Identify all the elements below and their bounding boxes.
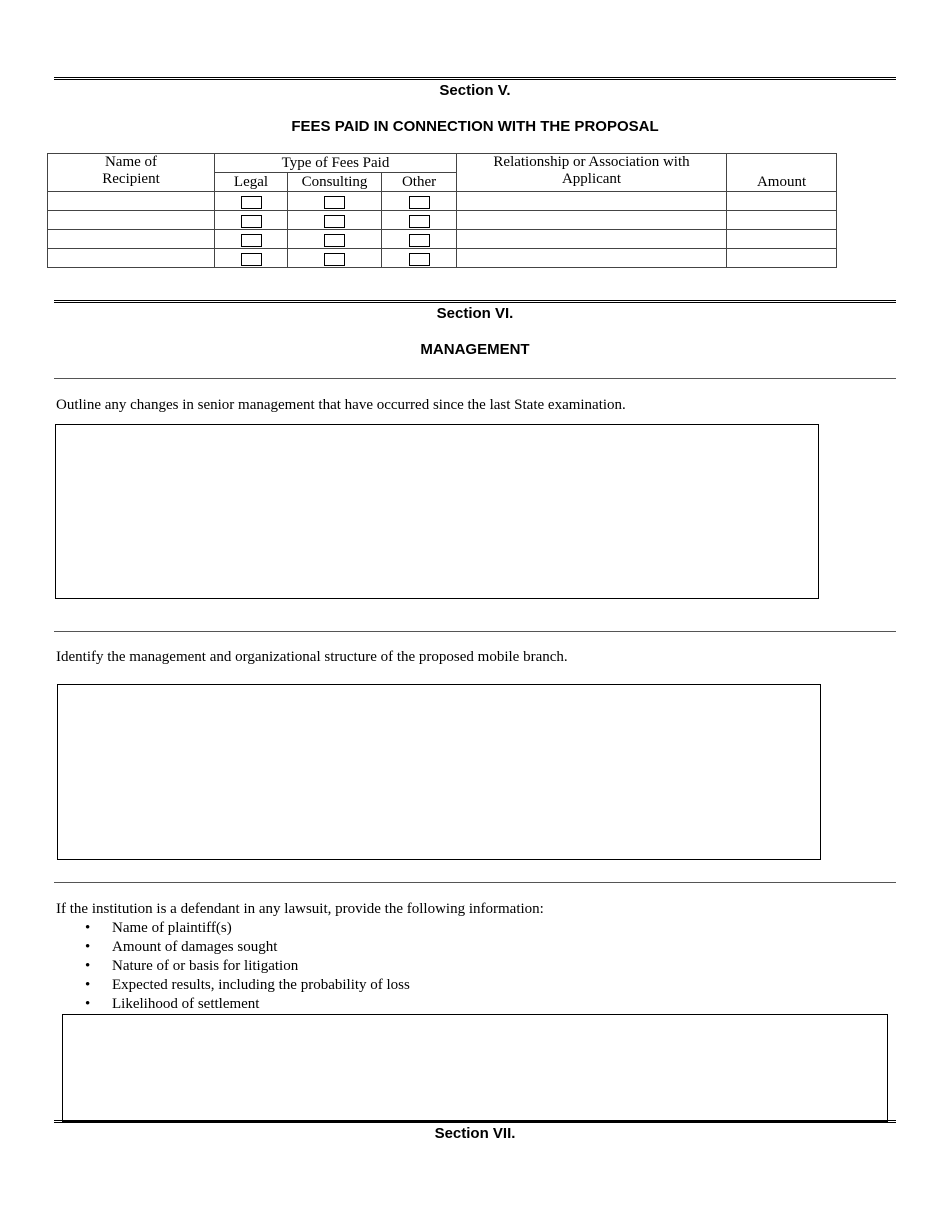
list-item: • Expected results, including the probability of loss — [112, 976, 410, 995]
col-header-legal: Legal — [215, 173, 288, 192]
col-header-relationship-line1: Relationship or Association with — [493, 154, 690, 170]
amount-cell[interactable] — [727, 249, 837, 268]
other-checkbox[interactable] — [409, 196, 430, 209]
legal-cell — [215, 192, 288, 211]
list-item: • Name of plaintiff(s) — [112, 919, 410, 938]
lawsuit-info-list — [56, 919, 410, 1014]
list-item: • Likelihood of settlement — [112, 995, 410, 1014]
section-5-heading: Section V. — [439, 82, 511, 99]
legal-checkbox[interactable] — [241, 196, 262, 209]
other-cell — [382, 211, 457, 230]
recipient-cell[interactable] — [48, 230, 215, 249]
recipient-cell[interactable] — [48, 211, 215, 230]
col-header-relationship-line2: Applicant — [561, 171, 622, 187]
col-header-type-of-fees: Type of Fees Paid — [215, 154, 457, 173]
relationship-cell[interactable] — [457, 230, 727, 249]
consulting-checkbox[interactable] — [324, 234, 345, 247]
col-header-other: Other — [382, 173, 457, 192]
section-7-heading: Section VII. — [434, 1125, 516, 1142]
consulting-checkbox[interactable] — [324, 215, 345, 228]
question-org-structure: Identify the management and organizational structure of the proposed mobile branch. — [56, 649, 568, 665]
col-header-consulting: Consulting — [288, 173, 382, 192]
table-row — [48, 230, 837, 249]
answer-box-management-changes[interactable] — [55, 424, 819, 599]
other-cell — [382, 230, 457, 249]
table-row — [48, 192, 837, 211]
other-cell — [382, 249, 457, 268]
amount-cell[interactable] — [727, 211, 837, 230]
legal-checkbox[interactable] — [241, 234, 262, 247]
legal-cell — [215, 211, 288, 230]
list-item: • Amount of damages sought — [112, 938, 410, 957]
relationship-cell[interactable] — [457, 211, 727, 230]
table-row — [48, 249, 837, 268]
col-header-relationship — [457, 154, 727, 192]
table-row — [48, 211, 837, 230]
recipient-cell[interactable] — [48, 249, 215, 268]
consulting-cell — [288, 249, 382, 268]
amount-cell[interactable] — [727, 230, 837, 249]
other-checkbox[interactable] — [409, 215, 430, 228]
question-lawsuit: If the institution is a defendant in any lawsuit, provide the following information: — [56, 901, 544, 917]
section-6-subheading: MANAGEMENT — [420, 341, 530, 358]
consulting-checkbox[interactable] — [324, 196, 345, 209]
question-management-changes: Outline any changes in senior management that have occurred since the last State examination. — [56, 397, 626, 413]
relationship-cell[interactable] — [457, 249, 727, 268]
legal-checkbox[interactable] — [241, 215, 262, 228]
list-item: • Nature of or basis for litigation — [112, 957, 410, 976]
divider — [54, 631, 896, 632]
divider — [54, 378, 896, 379]
consulting-checkbox[interactable] — [324, 253, 345, 266]
consulting-cell — [288, 230, 382, 249]
other-checkbox[interactable] — [409, 253, 430, 266]
consulting-cell — [288, 211, 382, 230]
legal-checkbox[interactable] — [241, 253, 262, 266]
legal-cell — [215, 230, 288, 249]
recipient-cell[interactable] — [48, 192, 215, 211]
consulting-cell — [288, 192, 382, 211]
section-5-rule — [54, 77, 896, 80]
amount-cell[interactable] — [727, 192, 837, 211]
answer-box-lawsuit[interactable] — [62, 1014, 888, 1122]
section-7-rule — [54, 1120, 896, 1123]
other-checkbox[interactable] — [409, 234, 430, 247]
col-header-amount: Amount — [727, 154, 837, 192]
fees-header-row-1 — [48, 154, 837, 173]
section-5-subheading: FEES PAID IN CONNECTION WITH THE PROPOSAL — [291, 118, 659, 135]
divider — [54, 882, 896, 883]
col-header-recipient — [48, 154, 215, 192]
answer-box-org-structure[interactable] — [57, 684, 821, 860]
relationship-cell[interactable] — [457, 192, 727, 211]
col-header-recipient-line2: Recipient — [102, 171, 160, 187]
section-6-heading: Section VI. — [436, 305, 514, 322]
section-6-rule — [54, 300, 896, 303]
col-header-recipient-line1: Name of — [104, 154, 158, 170]
legal-cell — [215, 249, 288, 268]
other-cell — [382, 192, 457, 211]
fees-table — [47, 153, 837, 268]
